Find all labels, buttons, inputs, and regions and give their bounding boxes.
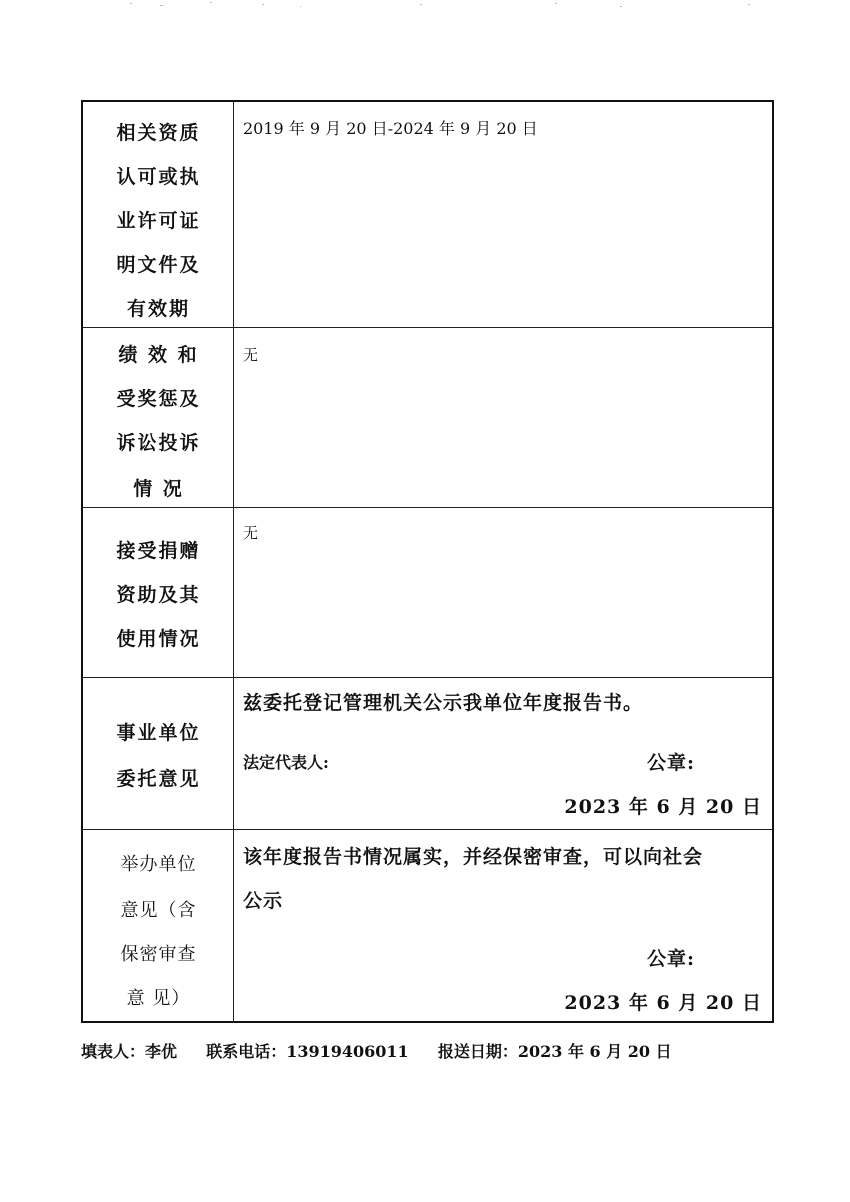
table-row-qualification [83,102,772,328]
scan-noise-marks [0,0,850,40]
label-line: 举办单位 [120,854,197,875]
filler-name: 李优 [145,1042,178,1061]
donations-content-cell [235,508,772,677]
row-label-donations [83,508,234,677]
label-line: 使用情况 [116,628,201,650]
row-label-unit-entrustment [83,678,234,829]
report-table [81,100,774,1023]
row-label-qualification [83,102,234,327]
label-line: 情 况 [133,478,184,500]
sponsor-opinion-cell [235,830,772,1023]
table-row-donations [83,508,772,678]
donations-content: 无 [243,524,259,542]
row-label-performance [83,328,234,507]
label-line: 绩 效 和 [118,344,199,366]
seal-label: 公章: [647,752,696,774]
label-line: 认可或执 [116,166,201,188]
label-line: 诉讼投诉 [116,432,201,454]
phone-number: 13919406011 [286,1042,409,1061]
performance-content: 无 [243,346,259,364]
label-line: 意见（含 [120,900,197,921]
label-line: 业许可证 [116,210,201,232]
label-line: 相关资质 [116,122,201,144]
sponsor-statement-line2: 公示 [243,890,284,912]
label-line: 事业单位 [116,722,201,744]
table-row-sponsor-opinion [83,830,772,1023]
sponsor-date: 2023 年 6 月 20 日 [564,992,762,1014]
report-date: 2023 年 6 月 20 日 [517,1042,672,1061]
phone-label: 联系电话： [206,1042,287,1061]
label-line: 保密审查 [120,944,197,965]
label-line: 接受捐赠 [116,540,201,562]
label-line: 委托意见 [116,768,201,790]
performance-content-cell [235,328,772,507]
unit-entrustment-cell [235,678,772,829]
label-line: 明文件及 [116,254,201,276]
sponsor-seal-label: 公章: [647,948,696,970]
entrustment-statement: 兹委托登记管理机关公示我单位年度报告书。 [243,692,644,714]
label-line: 资助及其 [116,584,201,606]
form-footer [81,1039,672,1062]
report-date-label: 报送日期： [437,1042,518,1061]
filler-label: 填表人： [81,1042,146,1061]
label-line: 有效期 [126,298,190,320]
legal-representative-label: 法定代表人: [243,753,329,772]
qualification-validity: 2019 年 9 月 20 日-2024 年 9 月 20 日 [243,119,538,138]
table-row-performance [83,328,772,508]
label-line: 意 见） [126,988,191,1009]
table-row-unit-entrustment [83,678,772,830]
entrustment-date: 2023 年 6 月 20 日 [564,796,762,818]
row-label-sponsor-opinion [83,830,234,1023]
qualification-content-cell [235,102,772,327]
sponsor-statement-line1: 该年度报告书情况属实，并经保密审查，可以向社会 [243,846,704,868]
label-line: 受奖惩及 [116,388,201,410]
